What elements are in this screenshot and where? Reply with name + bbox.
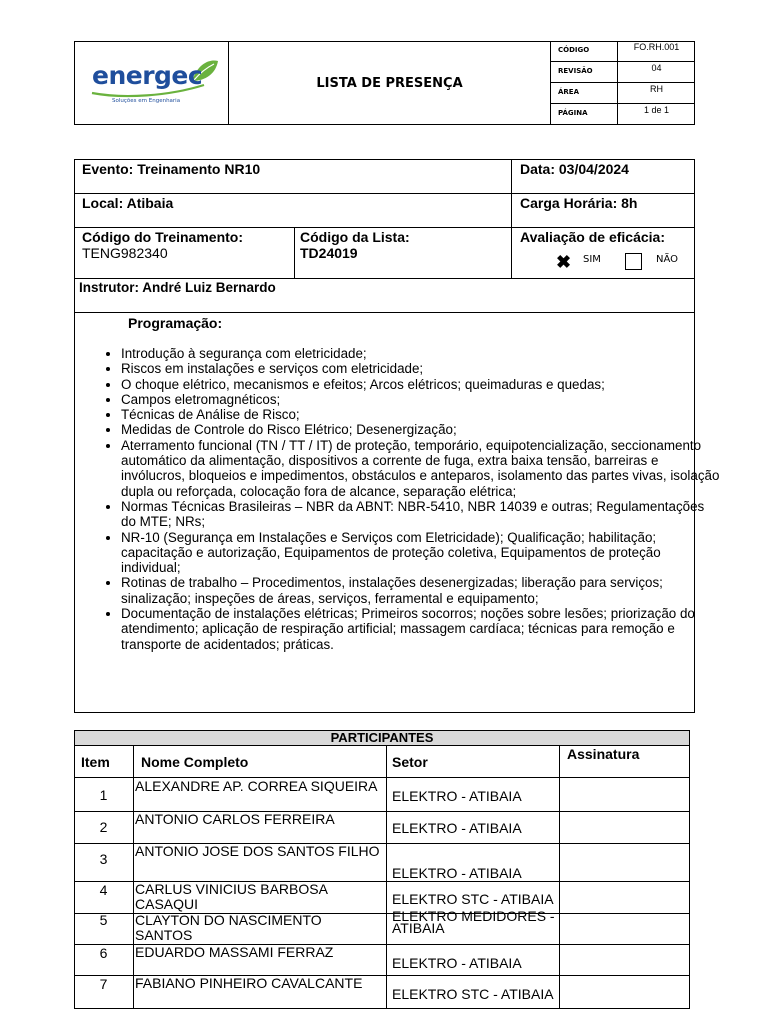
program-item: • Aterramento funcional (TN / TT / IT) de proteção, temporário, equipotencialização, seccionamento automático da alimentação, dispositivos a corrente de fuga, extra baixa tensão, barreiras e invólucros, bloqueios e impedimentos, obstáculos e anteparos, isolamento das partes vivas, isolação dupla ou reforçada, colocação fora de alcance, separação elétrica;: [121, 438, 721, 499]
meta-key: CÓDIGO: [551, 41, 618, 61]
signature-field[interactable]: [560, 778, 689, 811]
divider: [74, 227, 695, 228]
col-header-item: Item: [81, 754, 110, 770]
program-list: [95, 346, 721, 652]
divider: [133, 746, 134, 1008]
training-code-label: Código do Treinamento:: [82, 229, 243, 245]
row-name: EDUARDO MASSAMI FERRAZ: [135, 944, 334, 960]
row-sector: ELEKTRO STC - ATIBAIA: [392, 986, 554, 1002]
row-sector: ELEKTRO - ATIBAIA: [392, 788, 522, 804]
list-code-value: TD24019: [300, 245, 358, 261]
document-meta: [550, 41, 695, 125]
signature-field[interactable]: [560, 945, 689, 975]
event-date: Data: 03/04/2024: [520, 161, 629, 177]
row-item-number: 7: [99, 976, 108, 992]
workload: Carga Horária: 8h: [520, 195, 638, 211]
effectiveness-label: Avaliação de eficácia:: [520, 229, 666, 245]
meta-key: REVISÃO: [551, 62, 618, 82]
row-name: ANTONIO JOSE DOS SANTOS FILHO: [135, 843, 380, 859]
program-item: • Técnicas de Análise de Risco;: [121, 407, 721, 422]
divider: [74, 312, 695, 313]
row-item-number: 1: [99, 787, 108, 803]
document-title: LISTA DE PRESENÇA: [316, 75, 463, 91]
program-item: • Rotinas de trabalho – Procedimentos, instalações desenergizadas; liberação para serviços; sinalização; inspeções de áreas, serviços, ferramental e equipamento;: [121, 575, 721, 606]
row-name: ANTONIO CARLOS FERREIRA: [135, 811, 335, 827]
program-label: Programação:: [128, 315, 223, 331]
divider: [689, 746, 690, 1008]
row-item-number: 2: [99, 819, 108, 835]
list-code-label: Código da Lista:: [300, 229, 410, 245]
signature-field[interactable]: [560, 976, 689, 1008]
signature-field[interactable]: [560, 882, 689, 913]
meta-row-area: [551, 83, 695, 104]
divider: [511, 159, 512, 278]
row-sector: ELEKTRO - ATIBAIA: [392, 865, 522, 881]
sim-checkbox-checked[interactable]: ✖: [556, 252, 572, 272]
program-item: • Riscos em instalações e serviços com eletricidade;: [121, 361, 721, 376]
nao-label: NÃO: [656, 254, 679, 265]
program-item: • Introdução à segurança com eletricidade;: [121, 346, 721, 361]
meta-key: ÁREA: [551, 83, 618, 103]
sim-label: SIM: [583, 254, 601, 265]
meta-row-revisao: [551, 62, 695, 83]
program-item: • O choque elétrico, mecanismos e efeitos; Arcos elétricos; queimaduras e quedas;: [121, 377, 721, 392]
nao-checkbox[interactable]: [625, 253, 642, 270]
row-sector: ELEKTRO STC - ATIBAIA: [392, 891, 554, 907]
row-sector: ELEKTRO MEDIDORES - ATIBAIA: [392, 908, 555, 936]
divider: [74, 278, 695, 279]
row-item-number: 4: [99, 882, 108, 898]
meta-value: RH: [650, 84, 663, 94]
instructor: Instrutor: André Luiz Bernardo: [79, 280, 276, 295]
event-location: Local: Atibaia: [82, 195, 174, 211]
signature-field[interactable]: [560, 812, 689, 843]
row-item-number: 5: [99, 912, 108, 928]
divider: [74, 193, 695, 194]
logo-wordmark: energec: [92, 61, 203, 90]
meta-key: PÁGINA: [551, 104, 618, 125]
row-sector: ELEKTRO - ATIBAIA: [392, 955, 522, 971]
col-header-setor: Setor: [392, 754, 428, 770]
divider: [294, 227, 295, 278]
company-logo: [74, 41, 229, 125]
row-item-number: 3: [99, 851, 108, 867]
program-item: • Normas Técnicas Brasileiras – NBR da ABNT: NBR-5410, NBR 14039 e outras; Regulamentações do MTE; NRs;: [121, 499, 721, 530]
row-item-number: 6: [99, 945, 108, 961]
row-name: CARLUS VINICIUS BARBOSA CASAQUI: [135, 881, 328, 912]
meta-row-codigo: [551, 41, 695, 62]
row-name: FABIANO PINHEIRO CAVALCANTE: [135, 975, 363, 991]
row-name: CLAYTON DO NASCIMENTO SANTOS: [135, 912, 322, 943]
program-item: • Medidas de Controle do Risco Elétrico; Desenergização;: [121, 422, 721, 437]
meta-value: 04: [651, 63, 662, 73]
logo-tagline: Soluções em Engenharia: [112, 98, 181, 104]
meta-value: FO.RH.001: [633, 42, 680, 52]
col-header-nome: Nome Completo: [141, 754, 249, 770]
meta-value: 1 de 1: [643, 105, 670, 115]
event-name: Evento: Treinamento NR10: [82, 161, 261, 177]
training-code-value: TENG982340: [82, 245, 168, 261]
program-item: • NR-10 (Segurança em Instalações e Serviços com Eletricidade); Qualificação; habilitação; capacitação e autorização, Equipamentos de proteção coletiva, Equipamentos de proteção individual;: [121, 530, 721, 576]
col-header-assinatura: Assinatura: [567, 746, 640, 762]
program-item: • Campos eletromagnéticos;: [121, 392, 721, 407]
divider: [74, 746, 75, 1008]
row-sector: ELEKTRO - ATIBAIA: [392, 820, 522, 836]
divider: [74, 1008, 690, 1009]
participants-title: PARTICIPANTES: [74, 730, 690, 746]
signature-field[interactable]: [560, 844, 689, 881]
meta-row-pagina: [551, 104, 695, 125]
program-item: • Documentação de instalações elétricas; Primeiros socorros; noções sobre lesões; priorização do atendimento; aplicação de respiração artificial; massagem cardíaca; técnicas para remoção e transporte de acidentados; práticas.: [121, 606, 721, 652]
row-name: ALEXANDRE AP. CORREA SIQUEIRA: [135, 778, 378, 794]
divider: [386, 746, 387, 1008]
signature-field[interactable]: [560, 914, 689, 944]
